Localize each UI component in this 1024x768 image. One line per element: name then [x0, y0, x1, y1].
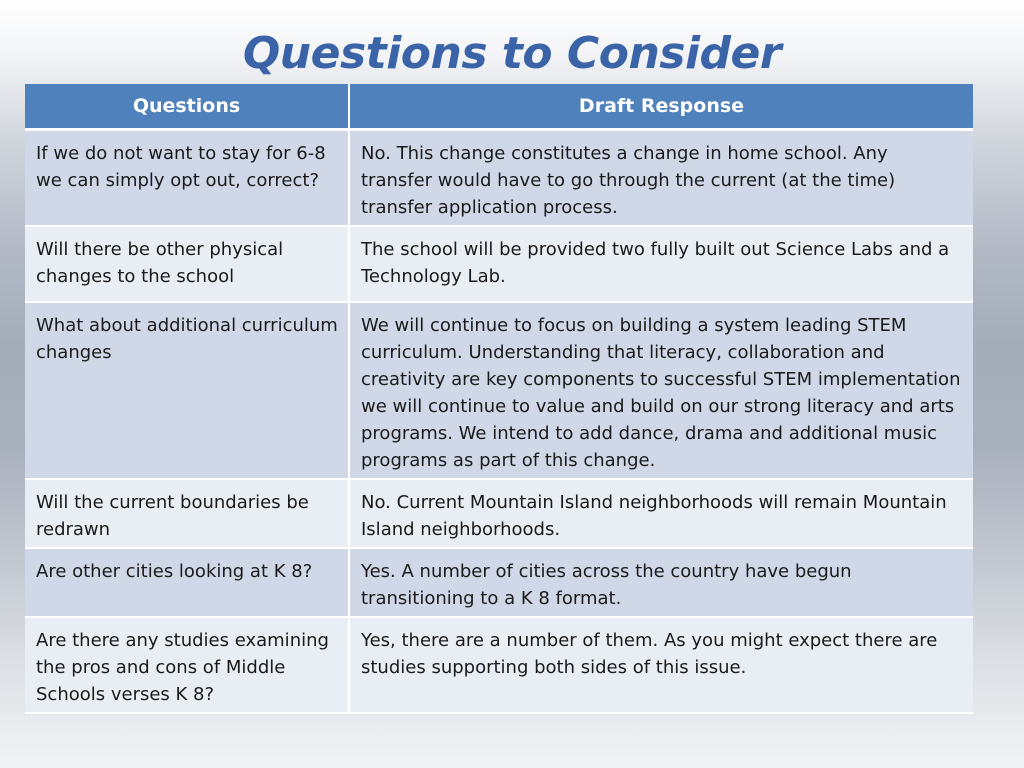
response-cell: The school will be provided two fully built out Science Labs and a Technology Lab. [349, 226, 973, 302]
question-cell: If we do not want to stay for 6-8 we can simply opt out, correct? [25, 130, 349, 227]
questions-table [25, 84, 973, 714]
question-cell: Will there be other physical changes to the school [25, 226, 349, 302]
question-cell: Will the current boundaries be redrawn [25, 479, 349, 548]
response-cell: We will continue to focus on building a system leading STEM curriculum. Understanding that literacy, collaboration and creativity are key components to successful STEM implementation we will continue to value and build on our strong literacy and arts programs. We intend to add dance, drama and additional music programs as part of this change. [349, 302, 973, 479]
draft-response-column-header: Draft Response [349, 84, 973, 130]
response-cell: Yes, there are a number of them. As you might expect there are studies supporting both sides of this issue. [349, 617, 973, 713]
table-row [25, 617, 973, 713]
question-cell: Are other cities looking at K 8? [25, 548, 349, 617]
table-row [25, 226, 973, 302]
question-cell: Are there any studies examining the pros and cons of Middle Schools verses K 8? [25, 617, 349, 713]
table-row [25, 302, 973, 479]
response-cell: Yes. A number of cities across the country have begun transitioning to a K 8 format. [349, 548, 973, 617]
table-header-row [25, 84, 973, 130]
response-cell: No. This change constitutes a change in home school. Any transfer would have to go through the current (at the time) transfer application process. [349, 130, 973, 227]
question-cell: What about additional curriculum changes [25, 302, 349, 479]
slide-title: Questions to Consider [242, 28, 782, 79]
table-row [25, 130, 973, 227]
table-row [25, 479, 973, 548]
questions-column-header: Questions [25, 84, 349, 130]
table-row [25, 548, 973, 617]
response-cell: No. Current Mountain Island neighborhoods will remain Mountain Island neighborhoods. [349, 479, 973, 548]
